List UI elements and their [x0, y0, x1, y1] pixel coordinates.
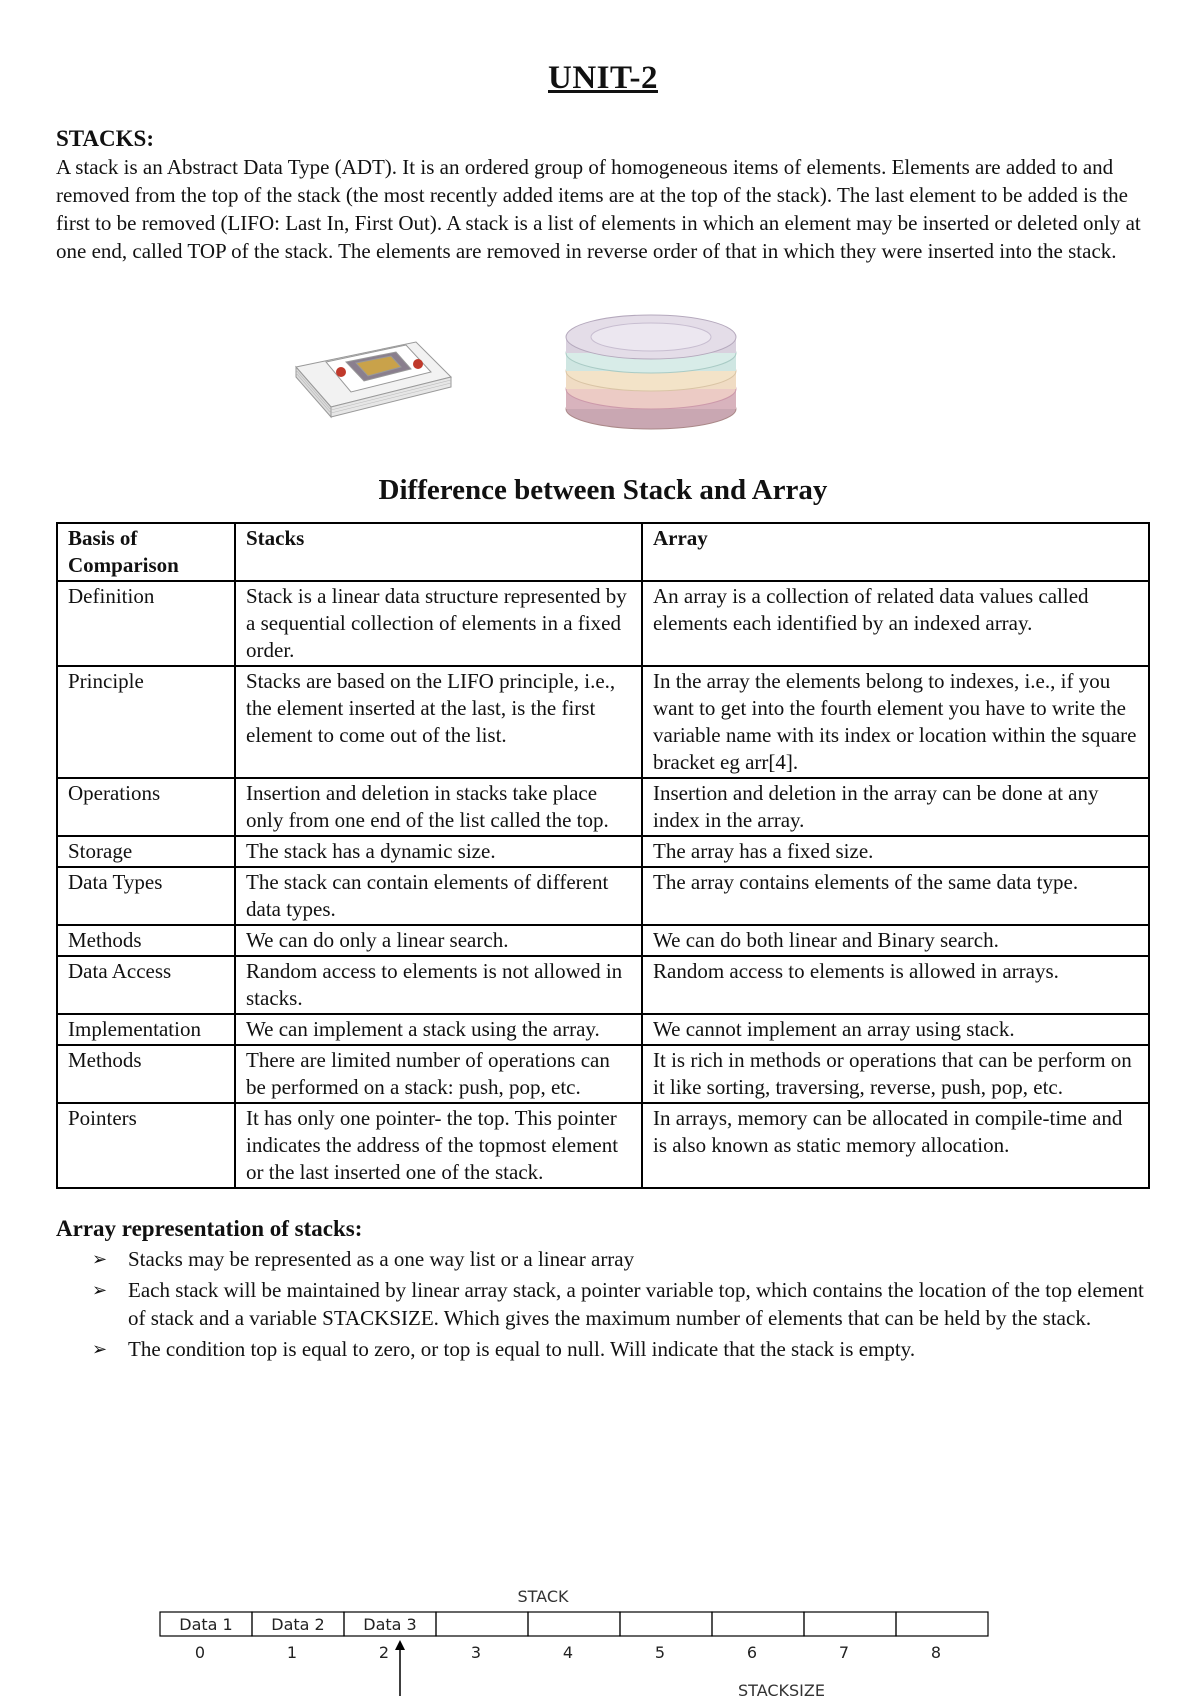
basis-cell: Methods	[57, 925, 235, 956]
list-item: ➢ Each stack will be maintained by linear array stack, a pointer variable top, which contains the location of the top element of stack and a variable STACKSIZE. Which gives the maximum number of elements that can be held by the stack.	[92, 1278, 1144, 1330]
table-title: Difference between Stack and Array	[378, 474, 828, 506]
stack-cell-value: Data 3	[363, 1615, 417, 1634]
array-cell: In the array the elements belong to indexes, i.e., if you want to get into the fourth element you have to write the variable name with its index or location within the square bracket eg arr[4].	[642, 666, 1149, 778]
header-basis: Basis of Comparison	[57, 523, 235, 581]
array-cell: It is rich in methods or operations that can be perform on it like sorting, traversing, reverse, push, pop, etc.	[642, 1045, 1149, 1103]
stack-cell: There are limited number of operations can be performed on a stack: push, pop, etc.	[235, 1045, 642, 1103]
basis-cell: Definition	[57, 581, 235, 666]
array-representation-heading: Array representation of stacks:	[56, 1216, 363, 1241]
stack-cell: Stacks are based on the LIFO principle, i.e., the element inserted at the last, is the first element to come out of the list.	[235, 666, 642, 778]
basis-cell: Data Access	[57, 956, 235, 1014]
stack-cell-box	[712, 1612, 804, 1636]
table-row	[57, 956, 1149, 1014]
header-array: Array	[642, 523, 1149, 581]
table-row	[57, 1014, 1149, 1045]
table-row	[57, 867, 1149, 925]
list-item: ➢ The condition top is equal to zero, or top is equal to null. Will indicate that the stack is empty.	[92, 1337, 916, 1361]
diagram-label: STACK	[517, 1587, 569, 1606]
stack-cell: The stack has a dynamic size.	[235, 836, 642, 867]
arrow-bullet-icon: ➢	[92, 1339, 108, 1359]
array-cell: Insertion and deletion in the array can be done at any index in the array.	[642, 778, 1149, 836]
stack-cell-box	[896, 1612, 988, 1636]
table-row	[57, 1045, 1149, 1103]
stack-cell: The stack can contain elements of different data types.	[235, 867, 642, 925]
array-representation-list	[56, 1245, 1150, 1363]
basis-cell: Methods	[57, 1045, 235, 1103]
stacksize-label: STACKSIZE	[738, 1681, 825, 1696]
array-cell: We cannot implement an array using stack.	[642, 1014, 1149, 1045]
arrow-bullet-icon: ➢	[92, 1280, 108, 1300]
stack-cell: Insertion and deletion in stacks take place only from one end of the list called the top.	[235, 778, 642, 836]
stack-cell-box	[436, 1612, 528, 1636]
stack-cell: It has only one pointer- the top. This pointer indicates the address of the topmost element or the last inserted one of the stack.	[235, 1103, 642, 1188]
stack-of-plates-image	[556, 301, 746, 436]
stack-index-label: 5	[654, 1643, 666, 1662]
array-cell: Random access to elements is allowed in arrays.	[642, 956, 1149, 1014]
stack-cells	[160, 1612, 988, 1636]
stack-index-label: 3	[470, 1643, 482, 1662]
basis-cell: Operations	[57, 778, 235, 836]
stacks-paragraph: A stack is an Abstract Data Type (ADT). It is an ordered group of homogeneous items of elements. Elements are added to and removed from the top of the stack (the most recently added items are at the top of the stack). The last element to be added is the first to be removed (LIFO: Last In, First Out). A stack is a list of elements in which an element may be inserted or deleted only at one end, called TOP of the stack. The elements are removed in reverse order of that in which they were inserted into the stack.	[56, 155, 1141, 263]
top-pointer-arrow-icon	[395, 1640, 405, 1650]
header-stacks: Stacks	[235, 523, 642, 581]
stack-cell: Stack is a linear data structure represented by a sequential collection of elements in a fixed order.	[235, 581, 642, 666]
basis-cell: Principle	[57, 666, 235, 778]
stack-cell-value: Data 1	[179, 1615, 233, 1634]
basis-cell: Pointers	[57, 1103, 235, 1188]
stack-index-label: 2	[378, 1643, 390, 1662]
unit-title: UNIT-2	[548, 60, 658, 96]
illustrations	[56, 265, 1150, 470]
stack-cell-box	[620, 1612, 712, 1636]
document-page	[56, 50, 1150, 1366]
deck-of-cards-image	[286, 317, 456, 427]
stacks-heading: STACKS:	[56, 126, 154, 151]
table-header-row	[57, 523, 1149, 581]
table-row	[57, 1103, 1149, 1188]
stack-index-label: 4	[562, 1643, 574, 1662]
array-cell: An array is a collection of related data values called elements each identified by an indexed array.	[642, 581, 1149, 666]
array-cell: The array has a fixed size.	[642, 836, 1149, 867]
stack-index-label: 7	[838, 1643, 850, 1662]
list-item: ➢ Stacks may be represented as a one way list or a linear array	[92, 1247, 635, 1271]
stack-cell-box	[804, 1612, 896, 1636]
basis-cell: Data Types	[57, 867, 235, 925]
stack-index-label: 0	[194, 1643, 206, 1662]
table-row	[57, 925, 1149, 956]
comparison-table	[56, 522, 1150, 1189]
array-cell: In arrays, memory can be allocated in compile-time and is also known as static memory allocation.	[642, 1103, 1149, 1188]
table-row	[57, 666, 1149, 778]
arrow-bullet-icon: ➢	[92, 1249, 108, 1269]
table-row	[57, 836, 1149, 867]
table-row	[57, 778, 1149, 836]
stack-indices	[195, 1643, 941, 1662]
array-cell: The array contains elements of the same data type.	[642, 867, 1149, 925]
stack-cell: We can implement a stack using the array.	[235, 1014, 642, 1045]
stack-cell: Random access to elements is not allowed in stacks.	[235, 956, 642, 1014]
stack-cell-box	[528, 1612, 620, 1636]
stack-cell: We can do only a linear search.	[235, 925, 642, 956]
basis-cell: Implementation	[57, 1014, 235, 1045]
stack-index-label: 8	[930, 1643, 942, 1662]
stack-array-diagram	[0, 1570, 1200, 1696]
table-row	[57, 581, 1149, 666]
basis-cell: Storage	[57, 836, 235, 867]
stack-index-label: 6	[746, 1643, 758, 1662]
stack-index-label: 1	[286, 1643, 298, 1662]
stack-cell-value: Data 2	[271, 1615, 325, 1634]
array-cell: We can do both linear and Binary search.	[642, 925, 1149, 956]
